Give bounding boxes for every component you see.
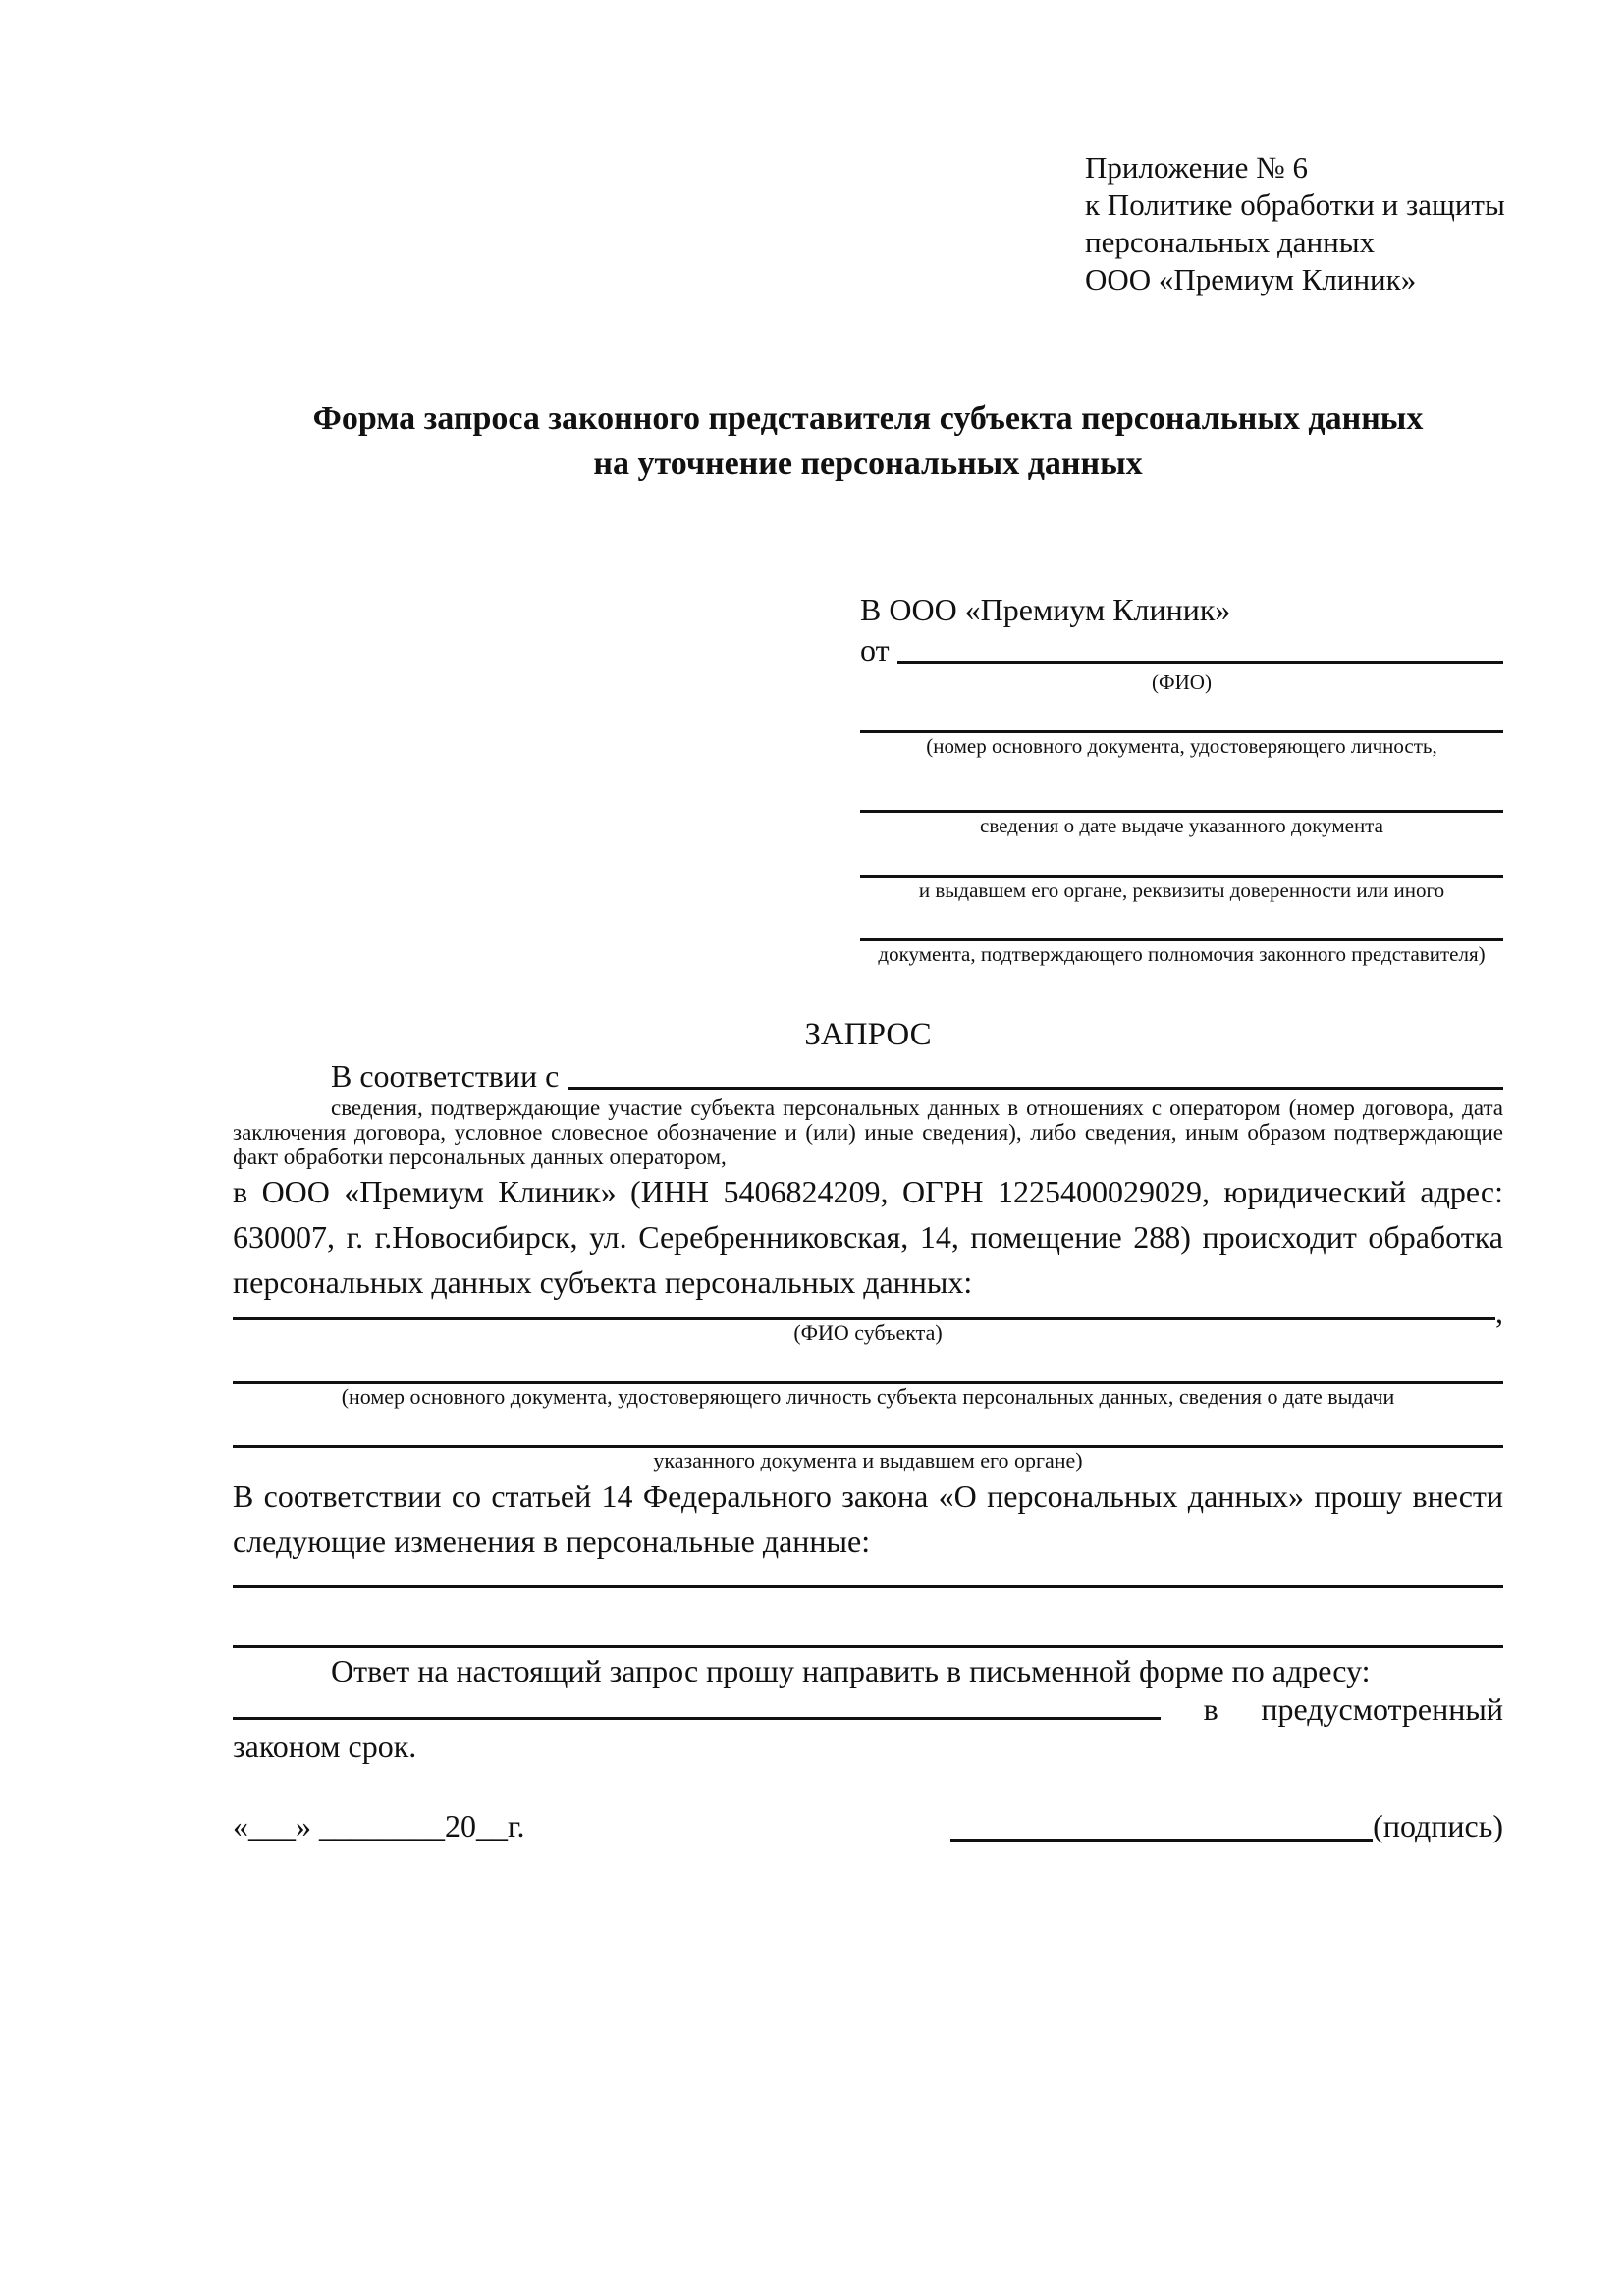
field-caption-doc-number: (номер основного документа, удостоверяющего личность,: [926, 734, 1437, 758]
subject-caption-document: (номер основного документа, удостоверяющего личность субъекта персональных данных, сведения о дате выдачи: [341, 1384, 1395, 1409]
changes-field-line-1: [233, 1564, 1503, 1588]
changes-field-line-2: [233, 1588, 1503, 1648]
intro-label: В соответствии с: [331, 1058, 560, 1094]
date-blank: «___» ________20__г.: [233, 1808, 525, 1843]
subject-authority-field-line: [233, 1410, 1503, 1448]
addressee-block: [860, 589, 1503, 967]
address-field-line: [233, 1693, 1161, 1720]
appendix-line: ООО «Премиум Клиник»: [1085, 262, 1417, 296]
signature-field-line: [950, 1805, 1373, 1842]
field-caption-power-of-attorney: документа, подтверждающего полномочия законного представителя): [878, 942, 1486, 966]
appendix-line: Приложение № 6: [1085, 150, 1308, 185]
appendix-block: [1085, 149, 1507, 298]
fio-field-line: [897, 630, 1503, 664]
form-title-line-2: на уточнение персональных данных: [593, 446, 1143, 482]
field-caption-fio: (ФИО): [1152, 670, 1212, 694]
article-paragraph: В соответствии со статьей 14 Федерального закона «О персональных данных» прошу внести следующие изменения в персональные данные:: [233, 1478, 1503, 1559]
document-number-field-line: [860, 695, 1503, 733]
field-caption-issue-date: сведения о дате выдаче указанного документа: [980, 814, 1383, 837]
appendix-line: к Политике обработки и защиты: [1085, 187, 1505, 222]
from-label: от: [860, 632, 890, 667]
operator-paragraph: в ООО «Премиум Клиник» (ИНН 5406824209, ОГРН 1225400029029, юридический адрес: 630007, г. г.Новосибирск, ул. Серебренниковская, 14, помещение 288) происходит обработка персональных данных субъекта персональных данных:: [233, 1174, 1503, 1300]
subject-document-field-line: [233, 1346, 1503, 1384]
subject-fio-field-line: [233, 1305, 1495, 1320]
answer-closing: законом срок.: [233, 1729, 417, 1764]
addressee-to: В ООО «Премиум Клиник»: [860, 592, 1231, 627]
appendix-line: персональных данных: [1085, 225, 1376, 259]
intro-row: [233, 1056, 1503, 1095]
addressee-from-row: [860, 630, 1503, 669]
answer-word-middle: в: [1203, 1691, 1218, 1727]
footer-row: [233, 1805, 1503, 1846]
form-title: [233, 397, 1503, 487]
issue-date-field-line: [860, 759, 1503, 813]
form-title-line-1: Форма запроса законного представителя субъекта персональных данных: [312, 400, 1424, 437]
field-caption-issuing-authority: и выдавшем его органе, реквизиты доверенности или иного: [918, 879, 1445, 902]
signature-wrap: [950, 1805, 1503, 1846]
subject-caption-authority: указанного документа и выдавшем его органе): [653, 1448, 1083, 1472]
basis-field-line: [568, 1056, 1503, 1090]
answer-word-right: предусмотренный: [1261, 1691, 1503, 1727]
issuing-authority-field-line: [860, 838, 1503, 878]
request-heading: ЗАПРОС: [804, 1017, 932, 1052]
subject-caption-fio: (ФИО субъекта): [793, 1320, 943, 1345]
answer-address-row: [233, 1693, 1503, 1725]
signature-caption: (подпись): [1373, 1808, 1503, 1843]
answer-paragraph: Ответ на настоящий запрос прошу направить в письменной форме по адресу:: [331, 1653, 1371, 1688]
power-of-attorney-field-line: [860, 903, 1503, 941]
subject-fio-row: [233, 1295, 1503, 1330]
intro-footnote: сведения, подтверждающие участие субъекта персональных данных в отношениях с оператором (номер договора, дата заключения договора, условное словесное обозначение и (или) иные сведения), либо сведения, иным образом подтверждающие факт обработки персональных данных оператором,: [233, 1095, 1503, 1169]
subject-fio-suffix: ,: [1495, 1295, 1503, 1330]
